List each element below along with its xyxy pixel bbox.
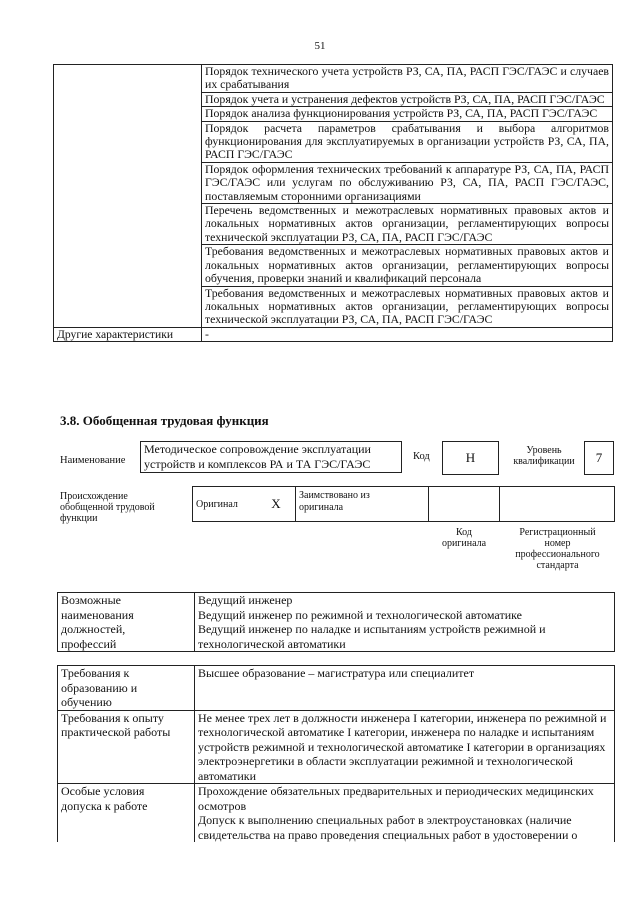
level-label-line: Уровень [526, 445, 562, 456]
caption-line: профессионального [515, 549, 600, 560]
table-cell: Порядок оформления технических требований к аппаратуре РЗ, СА, ПА, РАСП ГЭС/ГАЭС или услугам по обслуживанию РЗ, СА, ПА, РАСП ГЭС/ГАЭС, поставляемым сторонними организациями [202, 162, 613, 203]
table-cell: Перечень ведомственных и межотраслевых нормативных правовых актов и локальных нормативных актов организации, регламентирующих вопросы технической эксплуатации РЗ, СА, ПА, РАСП ГЭС/ГАЭС [202, 204, 613, 245]
label-line: обучению [61, 695, 112, 709]
table-cell: Требования ведомственных и межотраслевых нормативных правовых актов и локальных нормативных актов организации, регламентирующих вопросы технической эксплуатации РЗ, СА, ПА, РАСП ГЭС/ГАЭС [202, 286, 613, 327]
experience-label [58, 710, 195, 784]
label-line: Возможные [61, 593, 121, 607]
special-value [195, 784, 615, 843]
caption-line: оригинала [441, 538, 487, 549]
caption-line: Код [456, 527, 472, 538]
code-original-cell [429, 487, 500, 522]
knowledge-table [53, 64, 613, 342]
other-characteristics-value: - [202, 327, 613, 341]
table-row [58, 593, 615, 652]
label-line: Особые условия [61, 784, 145, 798]
list-item: Ведущий инженер по режимной и технологической автоматике [198, 607, 522, 622]
page-number: 51 [314, 40, 326, 52]
origin-table [192, 486, 615, 522]
list-item: Допуск к выполнению специальных работ в электроустановках (наличие свидетельства на право проведения специальных работ в удостоверении о [198, 813, 578, 842]
table-row [193, 487, 615, 522]
table-row [58, 666, 615, 711]
caption-line: номер [544, 538, 571, 549]
reg-number-caption [500, 527, 615, 571]
table-cell: Порядок анализа функционирования устройств РЗ, СА, ПА, РАСП ГЭС/ГАЭС [202, 107, 613, 121]
level-label-line: квалификации [513, 456, 575, 467]
caption-line: стандарта [536, 560, 579, 571]
level-value: 7 [584, 441, 614, 475]
requirements-table [57, 665, 615, 842]
empty-label-cell [54, 65, 202, 328]
original-mark: X [257, 487, 296, 522]
label-line: образованию и [61, 680, 138, 695]
origin-label-line: обобщенной трудовой [60, 502, 155, 513]
level-label [508, 445, 580, 467]
table-cell: Порядок учета и устранения дефектов устройств РЗ, СА, ПА, РАСП ГЭС/ГАЭС [202, 92, 613, 106]
section-title: 3.8. Обобщенная трудовая функция [60, 413, 269, 428]
origin-label [60, 491, 190, 524]
borrowed-label [296, 487, 429, 522]
table-row [54, 65, 613, 93]
code-label: Код [413, 451, 430, 462]
borrowed-label-line: оригинала [299, 502, 344, 513]
education-value: Высшее образование – магистратура или специалитет [195, 666, 615, 711]
table-row [58, 784, 615, 843]
experience-value: Не менее трех лет в должности инженера I категории, инженера по режимной и технологической автоматике I категории, инженера по наладке и испытаниям устройств режимной и технологической автоматике I категории в организациях электроэнергетики в области эксплуатации режимной и технологической автоматики [195, 710, 615, 784]
label-line: наименования [61, 607, 134, 622]
table-row [58, 710, 615, 784]
label-line: практической работы [61, 725, 171, 739]
other-characteristics-label: Другие характеристики [54, 327, 202, 341]
origin-label-line: Происхождение [60, 491, 128, 502]
label-line: Требования к [61, 666, 130, 680]
label-line: допуска к работе [61, 798, 148, 813]
table-cell: Порядок расчета параметров срабатывания и выбора алгоритмов функционирования для эксплуатируемых в организации устройств РЗ, СА, ПА, РАСП ГЭС/ГАЭС [202, 121, 613, 162]
list-item: Ведущий инженер по наладке и испытаниям устройств режимной и технологической автоматики [198, 622, 546, 651]
table-cell: Требования ведомственных и межотраслевых нормативных правовых актов и локальных нормативных актов организации, регламентирующих вопросы обучения, проверки знаний и квалификаций персонала [202, 245, 613, 286]
code-original-caption [432, 527, 496, 549]
caption-line: Регистрационный [519, 527, 596, 538]
name-label: Наименование [60, 455, 126, 466]
table-cell: Порядок технического учета устройств РЗ, СА, ПА, РАСП ГЭС/ГАЭС и случаев их срабатывания [202, 65, 613, 93]
table-row [54, 327, 613, 341]
list-item: Ведущий инженер [198, 593, 293, 607]
original-label: Оригинал [193, 487, 258, 522]
origin-label-line: функции [60, 513, 98, 524]
code-value: H [442, 441, 499, 475]
label-line: профессий [61, 636, 117, 651]
label-line: Требования к опыту [61, 710, 164, 725]
special-label [58, 784, 195, 843]
positions-label [58, 593, 195, 652]
positions-table [57, 592, 615, 652]
list-item: Прохождение обязательных предварительных и периодических медицинских осмотров [198, 784, 594, 813]
name-value: Методическое сопровождение эксплуатации устройств и комплексов РА и ТА ГЭС/ГАЭС [140, 441, 402, 473]
reg-number-cell [500, 487, 615, 522]
borrowed-label-line: Заимствовано из [299, 490, 370, 501]
positions-list [195, 593, 615, 652]
label-line: должностей, [61, 622, 126, 636]
education-label [58, 666, 195, 711]
